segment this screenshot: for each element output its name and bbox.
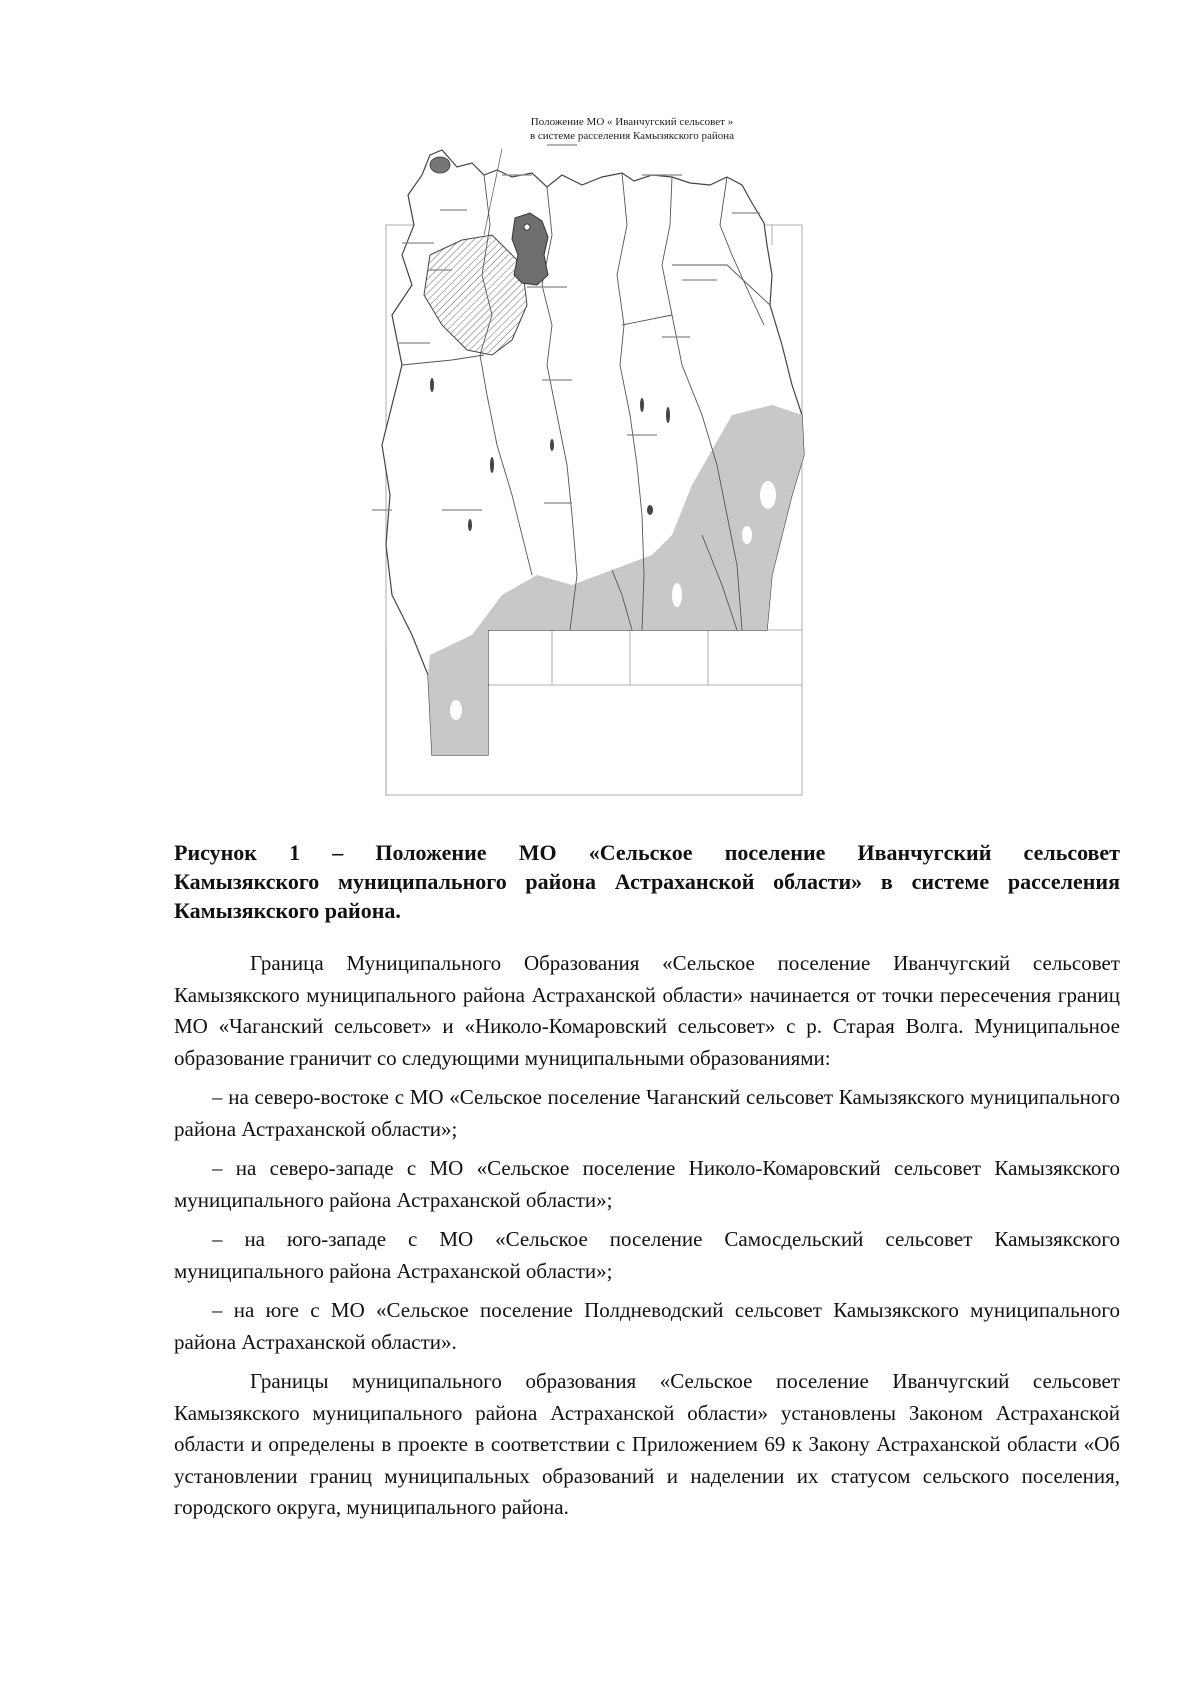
caption-line1: Рисунок 1 – Положение МО «Сельское поселение Иванчугский сельсовет xyxy=(174,840,1120,865)
list-item-south: – на юге с МО «Сельское поселение Полдневодский сельсовет Камызякского муниципального района Астраханской области». xyxy=(174,1298,1120,1354)
list-item-southwest: – на юго-западе с МО «Сельское поселение Самосдельский сельсовет Камызякского муниципального района Астраханской области»; xyxy=(174,1227,1120,1283)
list-item-northeast: – на северо-востоке с МО «Сельское поселение Чаганский сельсовет Камызякского муниципального района Астраханской области»; xyxy=(174,1085,1120,1141)
caption-line2: Камызякского муниципального района Астраханской области» в системе расселения xyxy=(174,869,1120,894)
map-title-line2: в системе расселения Камызякского района xyxy=(529,130,735,142)
document-body xyxy=(174,948,1120,1524)
caption-line3: Камызякского района. xyxy=(174,898,401,923)
paragraph-boundary-intro: Граница Муниципального Образования «Сельское поселение Иванчугский сельсовет Камызякского муниципального района Астраханской области» начинается от точки пересечения границ МО «Чаганский сельсовет» и «Николо-Комаровский сельсовет» с р. Старая Волга. Муниципальное образование граничит со следующими муниципальными образованиями: xyxy=(174,951,1120,1070)
figure-caption xyxy=(174,838,1120,925)
map-title-line1: Положение МО « Иванчугский сельсовет » xyxy=(530,116,734,128)
list-item-northwest: – на северо-западе с МО «Сельское поселение Николо-Комаровский сельсовет Камызякского муниципального района Астраханской области»; xyxy=(174,1156,1120,1212)
district-map-graphic xyxy=(372,115,892,827)
ivanchug-highlight xyxy=(512,213,548,285)
paragraph-boundary-law: Границы муниципального образования «Сельское поселение Иванчугский сельсовет Камызякского муниципального района Астраханской области» установлены Законом Астраханской области и определены в проекте в соответствии с Приложением 69 к Закону Астраханской области «Об установлении границ муниципальных образований и наделении их статусом сельского поселения, городского округа, муниципального района. xyxy=(174,1369,1120,1519)
settlement-map xyxy=(372,115,892,827)
